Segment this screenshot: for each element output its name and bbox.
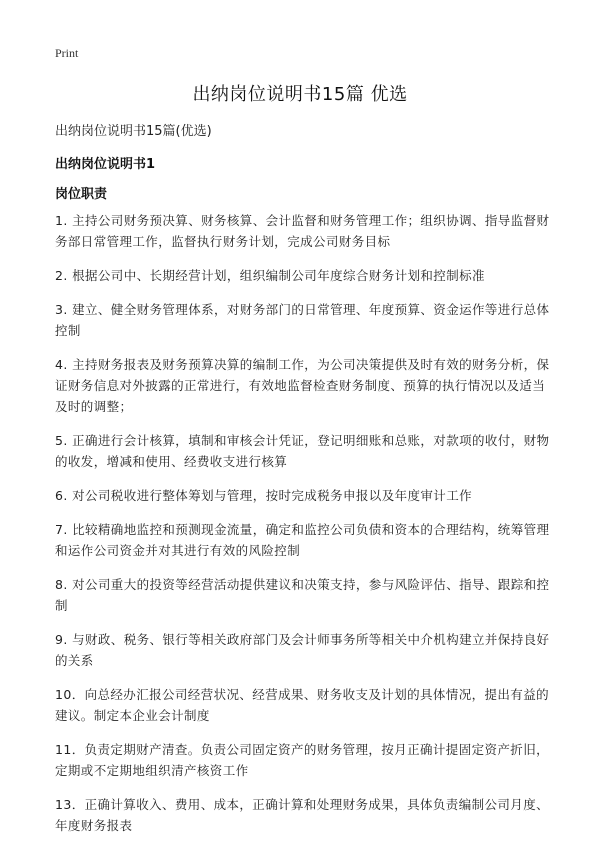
duty-item: 4. 主持财务报表及财务预算决算的编制工作，为公司决策提供及时有效的财务分析，保证财务信息对外披露的正常进行，有效地监督检查财务制度、预算的执行情况以及适当及时的调整； [55, 357, 550, 414]
duty-item: 8. 对公司重大的投资等经营活动提供建议和决策支持，参与风险评估、指导、跟踪和控制 [55, 577, 550, 613]
duty-item: 7. 比较精确地监控和预测现金流量，确定和监控公司负债和资本的合理结构，统筹管理和运作公司资金并对其进行有效的风险控制 [55, 522, 550, 558]
document-title: 出纳岗位说明书15篇 优选 [192, 84, 408, 105]
duty-item: 10．向总经办汇报公司经营状况、经营成果、财务收支及计划的具体情况，提出有益的建议。制定本企业会计制度 [55, 687, 550, 723]
duty-item: 6. 对公司税收进行整体筹划与管理，按时完成税务申报以及年度审计工作 [55, 488, 473, 503]
duty-item: 13．正确计算收入、费用、成本，正确计算和处理财务成果，具体负责编制公司月度、年度财务报表 [55, 797, 550, 833]
print-label: Print [55, 46, 79, 60]
duty-item: 3. 建立、健全财务管理体系，对财务部门的日常管理、年度预算、资金运作等进行总体控制 [55, 302, 550, 338]
duty-item: 11．负责定期财产清查。负责公司固定资产的财务管理，按月正确计提固定资产折旧，定期或不定期地组织清产核资工作 [55, 742, 550, 778]
document-subtitle: 出纳岗位说明书15篇(优选) [55, 124, 212, 139]
duties-list [55, 210, 555, 849]
section-heading: 出纳岗位说明书1 [55, 157, 156, 172]
duty-item: 9. 与财政、税务、银行等相关政府部门及会计师事务所等相关中介机构建立并保持良好的关系 [55, 632, 550, 668]
duty-item: 1. 主持公司财务预决算、财务核算、会计监督和财务管理工作；组织协调、指导监督财务部日常管理工作，监督执行财务计划，完成公司财务目标 [55, 213, 550, 249]
duty-item: 5. 正确进行会计核算，填制和审核会计凭证，登记明细账和总账，对款项的收付，财物的收发，增减和使用、经费收支进行核算 [55, 433, 550, 469]
subsection-heading: 岗位职责 [55, 187, 108, 202]
duty-item: 2. 根据公司中、长期经营计划，组织编制公司年度综合财务计划和控制标准 [55, 268, 485, 283]
